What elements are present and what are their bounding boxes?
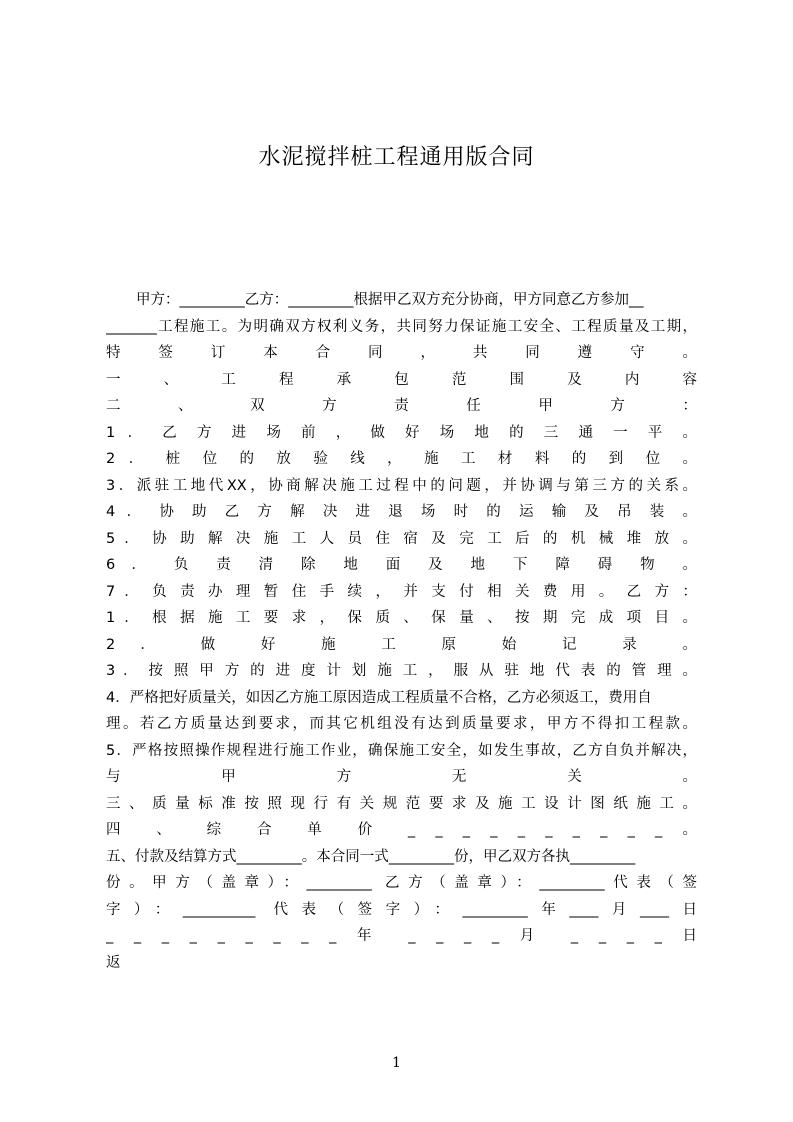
signature-line: 份。甲方（盖章）：_________ 乙方（盖章）：_________代表（签 bbox=[106, 875, 697, 891]
contract-body bbox=[106, 287, 697, 976]
contract-line: 特 签 订 本 合 同 ， 共 同 遵 守 。 bbox=[106, 345, 697, 361]
contract-line: _______工程施工。为明确双方权利义务，共同努力保证施工安全、工程质量及工期， bbox=[106, 318, 697, 335]
party-a-item: 2 ． 桩 位 的 放 验 线 ， 施 工 材 料 的 到 位 。 bbox=[106, 451, 697, 467]
contract-line: 与 甲 方 无 关 。 bbox=[106, 769, 697, 785]
party-a-item: 5 ． 协 助 解 决 施 工 人 员 住 宿 及 完 工 后 的 机 械 堆 放 。 bbox=[106, 530, 697, 547]
date-line: _ _ _ _ _ _ _ _ _ 年 _ _ _ _ 月 _ _ _ _ 日 bbox=[106, 928, 697, 944]
party-b-item: 4．严格把好质量关，如因乙方施工原因造成工程质量不合格，乙方必须返工，费用自 bbox=[106, 689, 652, 706]
party-a-item: 6 ． 负 责 清 除 地 面 及 地 下 障 碍 物 。 bbox=[106, 557, 697, 573]
section-heading-quality: 三 、 质 量 标 准 按 照 现 行 有 关 规 范 要 求 及 施 工 设 计 图 纸 施 工 。 bbox=[106, 795, 697, 812]
section-heading-scope: 一 、 工 程 承 包 范 围 及 内 容 bbox=[106, 371, 697, 388]
section-heading-unit-price: 四 、 综 合 单 价 _ _ _ _ _ _ _ _ _ _ 。 bbox=[106, 822, 697, 838]
document-title: 水泥搅拌桩工程通用版合同 bbox=[258, 145, 535, 170]
party-a-item: 1 ． 乙 方 进 场 前 ， 做 好 场 地 的 三 通 一 平 。 bbox=[106, 424, 697, 441]
party-a-item: 3．派驻工地代XX，协商解决施工过程中的问题，并协调与第三方的关系。 bbox=[106, 477, 697, 494]
section-heading-payment: 五、付款及结算方式_________。本合同一式_________份，甲乙双方各执_________ bbox=[106, 848, 636, 865]
party-b-item: 5．严格按照操作规程进行施工作业，确保施工安全，如发生事故，乙方自负并解决， bbox=[106, 742, 697, 759]
contract-line: 返 bbox=[106, 954, 121, 971]
party-b-item: 2 ． 做 好 施 工 原 始 记 录 。 bbox=[106, 636, 697, 653]
party-a-item: 7 ． 负 责 办 理 暂 住 手 续 ， 并 支 付 相 关 费 用 。 乙 方 ： bbox=[106, 583, 697, 600]
party-b-item: 1 ． 根 据 施 工 要 求 ， 保 质 、 保 量 、 按 期 完 成 项 目 。 bbox=[106, 610, 697, 626]
party-a-item: 4 ． 协 助 乙 方 解 决 进 退 场 时 的 运 输 及 吊 装 。 bbox=[106, 504, 697, 520]
page-number: 1 bbox=[392, 1055, 401, 1071]
signature-line: 字）：__________ 代表（签字）：_________年____月____日 bbox=[106, 901, 697, 918]
party-b-item: 3 ． 按 照 甲 方 的 进 度 计 划 施 工 ， 服 从 驻 地 代 表 的 管 理 。 bbox=[106, 663, 697, 679]
contract-line: 甲方：_________乙方：_________根据甲乙双方充分协商，甲方同意乙方参加__ bbox=[136, 292, 644, 308]
contract-line: 理。若乙方质量达到要求，而其它机组没有达到质量要求，甲方不得扣工程款。 bbox=[106, 716, 697, 732]
section-heading-responsibilities: 二 、 双 方 责 任 甲 方 ： bbox=[106, 398, 697, 414]
